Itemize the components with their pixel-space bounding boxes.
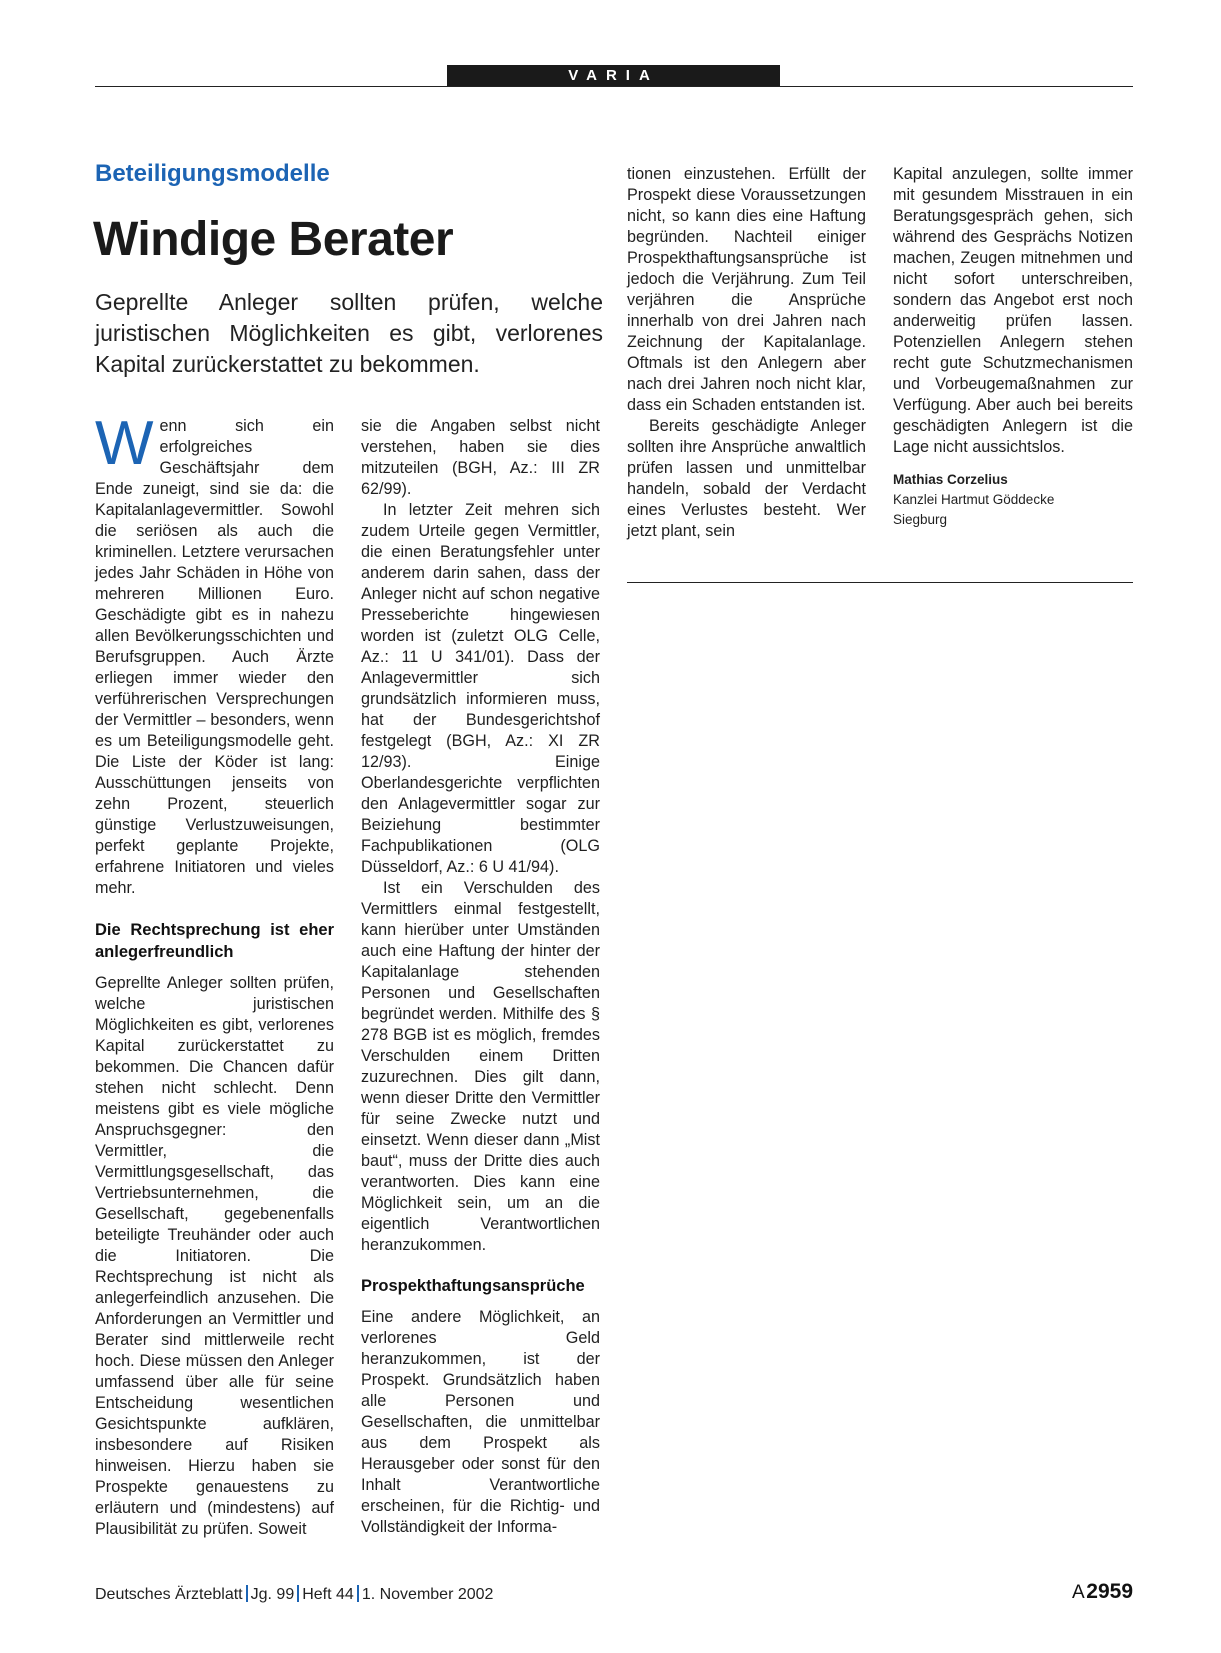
drop-cap: W [95, 409, 154, 478]
text-column-2 [361, 416, 600, 1538]
article-kicker: Beteiligungsmodelle [95, 160, 330, 187]
author-name: Mathias Corzelius [893, 472, 1008, 487]
footer [95, 1585, 493, 1604]
article-title: Windige Berater [93, 213, 454, 266]
body-paragraph: tionen einzustehen. Erfüllt der Prospekt diese Voraussetzungen nicht, so kann dies eine Haftung begründen. Nachteil einiger Prospekthaftungsansprüche ist jedoch die Verjährung. Zum Teil verjähren die Ansprüche innerhalb von drei Jahren nach Zeichnung der Kapitalanlage. Oftmals ist den Anlegern aber nach drei Jahren noch nicht klar, dass ein Schaden entstanden ist. [627, 165, 866, 414]
footer-separator [297, 1585, 299, 1602]
subheading-prospekthaftung: Prospekthaftungsansprüche [361, 1277, 585, 1295]
body-paragraph: Bereits geschädigte Anleger sollten ihre Ansprüche anwaltlich prüfen lassen und unmittelbar handeln, sobald der Verdacht eines Verlustes besteht. Wer jetzt plant, sein [627, 417, 866, 540]
article-lead: Geprellte Anleger sollten prüfen, welche juristischen Möglichkeiten es gibt, verlorenes Kapital zurückerstattet zu bekommen. [95, 289, 603, 377]
body-paragraph: In letzter Zeit mehren sich zudem Urteile gegen Vermittler, die einen Beratungsfehler unter anderem darin sahen, dass der Anleger nicht auf schon negative Presseberichte hingewiesen worden ist (zuletzt OLG Celle, Az.: 11 U 341/01). Dass der Anlagevermittler sich grundsätzlich informieren muss, hat der Bundesgerichtshof festgelegt (BGH, Az.: XI ZR 12/93). Einige Oberlandesgerichte verpflichten den Anlagevermittler sogar zur Beiziehung bestimmter Fachpublikationen (OLG Düsseldorf, Az.: 6 U 41/94). [361, 501, 600, 876]
footer-separator [246, 1585, 248, 1602]
body-paragraph: sie die Angaben selbst nicht verstehen, haben sie dies mitzuteilen (BGH, Az.: III ZR 62/99). [361, 417, 600, 498]
text-column-4 [893, 164, 1133, 530]
text-column-1 [95, 409, 334, 1540]
subheading-rechtsprechung: Die Rechtsprechung ist eher anlegerfreundlich [95, 921, 334, 961]
journal-issue: Heft 44 [302, 1586, 354, 1603]
text-column-3 [627, 164, 866, 542]
intro-paragraph: Wenn sich ein erfolgreiches Geschäftsjahr dem Ende zuneigt, sind sie da: die Kapitalanlagevermittler. Sowohl die seriösen als auch die kriminellen. Letztere verursachen jedes Jahr Schäden in Höhe von mehreren Millionen Euro. Geschädigte gibt es in nahezu allen Bevölkerungsschichten und Berufsgruppen. Auch Ärzte erliegen immer wieder den verführerischen Versprechungen der Vermittler – besonders, wenn es um Beteiligungsmodelle geht. Die Liste der Köder ist lang: Ausschüttungen jenseits von zehn Prozent, steuerlich günstige Verlustzuweisungen, perfekt geplante Projekte, erfahrene Initiatoren und vieles mehr. [95, 409, 334, 897]
journal-name: Deutsches Ärzteblatt [95, 1586, 243, 1603]
footer-separator [357, 1585, 359, 1602]
page-number: A 2959 [1072, 1580, 1133, 1603]
body-paragraph: Kapital anzulegen, sollte immer mit gesundem Misstrauen in ein Beratungsgespräch gehen, sich während des Gesprächs Notizen machen, Zeugen mitnehmen und nicht sofort unterschreiben, sondern das Angebot erst noch anderweitig prüfen lassen. Potenziellen Anlegern stehen recht gute Schutzmechanismen und Vorbeugemaßnahmen zur Verfügung. Aber auch bei bereits geschädigten Anlegern ist die Lage nicht aussichtslos. [893, 165, 1133, 456]
article-end-rule [627, 582, 1133, 583]
author-affiliation: Kanzlei Hartmut Göddecke [893, 492, 1055, 507]
header-rule [95, 86, 1133, 87]
body-paragraph: Geprellte Anleger sollten prüfen, welche juristischen Möglichkeiten es gibt, verlorenes Kapital zurückerstattet zu bekommen. Die Chancen dafür stehen nicht schlecht. Denn meistens gibt es viele mögliche Anspruchsgegner: den Vermittler, die Vermittlungsgesellschaft, das Vertriebsunternehmen, die Gesellschaft, gegebenenfalls beteiligte Treuhänder oder auch die Initiatoren. Die Rechtsprechung ist nicht als anlegerfeindlich anzusehen. Die Anforderungen an Vermittler und Berater sind mittlerweile recht hoch. Diese müssen den Anleger umfassend über alle für seine Entscheidung wesentlichen Gesichtspunkte aufklären, insbesondere auf Risiken hinweisen. Hierzu haben sie Prospekte genauestens zu erläutern und (mindestens) auf Plausibilität zu prüfen. Soweit [95, 974, 334, 1538]
journal-volume: Jg. 99 [250, 1586, 295, 1603]
body-paragraph: Eine andere Möglichkeit, an verlorenes Geld heranzukommen, ist der Prospekt. Grundsätzlich haben alle Personen und Gesellschaften, die unmittelbar aus dem Prospekt als Herausgeber oder sonst für den Inhalt Verantwortliche erscheinen, für die Richtig- und Vollständigkeit der Informa- [361, 1308, 600, 1536]
body-paragraph: Ist ein Verschulden des Vermittlers einmal festgestellt, kann hierüber unter Umständen auch eine Haftung der hinter der Kapitalanlage stehenden Personen und Gesellschaften begründet werden. Mithilfe des § 278 BGB ist es möglich, fremdes Verschulden einem Dritten zuzurechnen. Dies gilt dann, wenn dieser Dritte den Vermittler für seine Zwecke nutzt und einsetzt. Wenn dieser dann „Mist baut“, muss der Dritte dies auch verantworten. Dies kann eine Möglichkeit sein, um an die eigentlich Verantwortlichen heranzukommen. [361, 879, 600, 1254]
author-city: Siegburg [893, 512, 948, 527]
section-label: VARIA [447, 65, 780, 86]
issue-date: 1. November 2002 [361, 1586, 494, 1603]
